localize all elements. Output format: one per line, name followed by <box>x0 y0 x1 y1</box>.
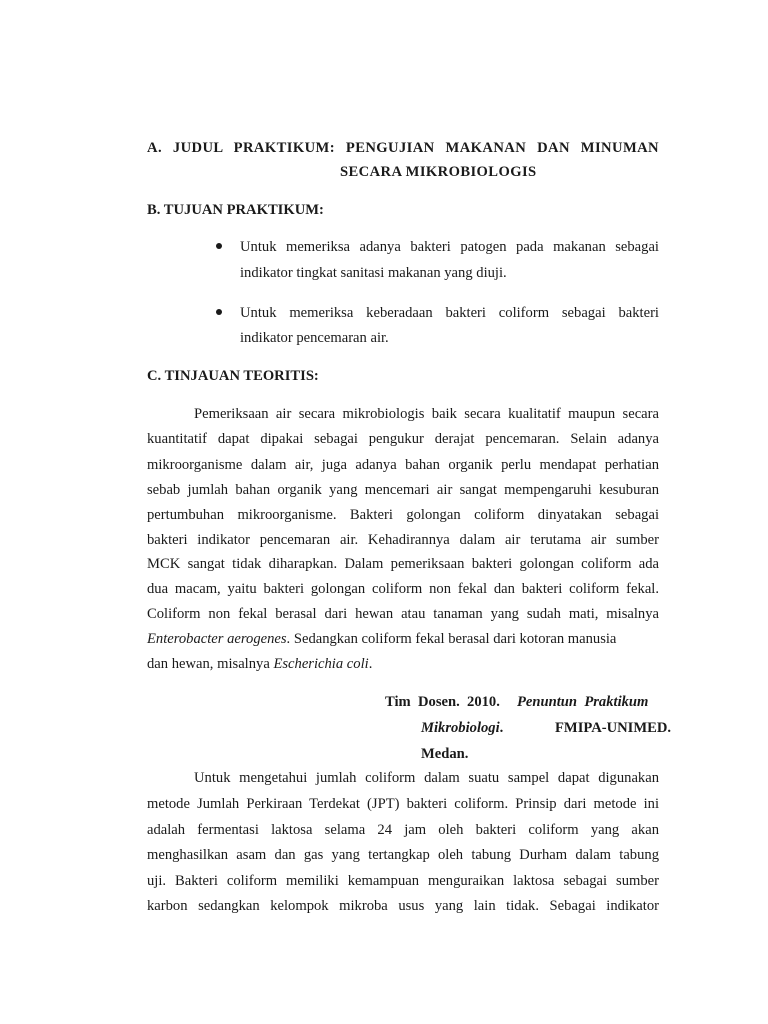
para1-line-11-end: . <box>368 656 373 672</box>
species-enterobacter: Enterobacter aerogenes <box>147 631 287 647</box>
para1-line-3: mikroorganisme dalam air, juga adanya bahan organik perlu mendapat perhatian <box>147 457 659 473</box>
citation-title-part2: Mikrobiologi <box>421 720 500 736</box>
citation-line2 <box>421 719 503 737</box>
para1-line-9: Coliform non fekal berasal dari hewan atau tanaman yang sudah mati, misalnya <box>147 606 659 622</box>
section-c-heading: C. TINJAUAN TEORITIS: <box>147 368 319 384</box>
bullet-1-dot <box>216 243 222 249</box>
citation-city: Medan. <box>421 746 469 762</box>
para1-line-11 <box>147 655 372 673</box>
bullet-1-line2: indikator tingkat sanitasi makanan yang diuji. <box>240 265 507 281</box>
para1-line-10-rest: . Sedangkan coliform fekal berasal dari kotoran manusia <box>286 631 617 647</box>
section-b-heading: B. TUJUAN PRAKTIKUM: <box>147 202 324 218</box>
para2-line-3: adalah fermentasi laktosa selama 24 jam oleh bakteri coliform yang akan <box>147 822 659 838</box>
citation-dot: . <box>499 720 504 736</box>
citation-publisher: FMIPA-UNIMED. <box>555 720 672 736</box>
para1-line-7: MCK sangat tidak diharapkan. Dalam pemeriksaan bakteri golongan coliform ada <box>147 556 659 572</box>
para2-line-4: menghasilkan asam dan gas yang tertangkap oleh tabung Durham dalam tabung <box>147 847 659 863</box>
para1-line-2: kuantitatif dapat dipakai sebagai pengukur derajat pencemaran. Selain adanya <box>147 431 659 447</box>
bullet-2-line1: Untuk memeriksa keberadaan bakteri coliform sebagai bakteri <box>240 305 659 321</box>
citation-title-part1: Penuntun Praktikum <box>517 694 649 710</box>
para1-line-10 <box>147 630 616 648</box>
bullet-1-line1: Untuk memeriksa adanya bakteri patogen pada makanan sebagai <box>240 239 659 255</box>
citation-author: Tim Dosen. 2010. <box>385 694 500 710</box>
para1-line-5: pertumbuhan mikroorganisme. Bakteri golongan coliform dinyatakan sebagai <box>147 507 659 523</box>
para1-line-4: sebab jumlah bahan organik yang mencemari air sangat mempengaruhi kesuburan <box>147 482 659 498</box>
bullet-2-line2: indikator pencemaran air. <box>240 330 389 346</box>
bullet-2-dot <box>216 309 222 315</box>
para1-line-1: Pemeriksaan air secara mikrobiologis baik secara kualitatif maupun secara <box>194 406 659 422</box>
species-escherichia: Escherichia coli <box>273 656 369 672</box>
para1-line-11-start: dan hewan, misalnya <box>147 656 274 672</box>
para2-line-5: uji. Bakteri coliform memiliki kemampuan menguraikan laktosa sebagai sumber <box>147 873 659 889</box>
para1-line-8: dua macam, yaitu bakteri golongan coliform non fekal dan bakteri coliform fekal. <box>147 581 659 597</box>
para2-line-1: Untuk mengetahui jumlah coliform dalam suatu sampel dapat digunakan <box>194 770 659 786</box>
para2-line-6: karbon sedangkan kelompok mikroba usus yang lain tidak. Sebagai indikator <box>147 898 659 914</box>
para2-line-2: metode Jumlah Perkiraan Terdekat (JPT) bakteri coliform. Prinsip dari metode ini <box>147 796 659 812</box>
section-a-heading-line2: SECARA MIKROBIOLOGIS <box>340 164 537 180</box>
para1-line-6: bakteri indikator pencemaran air. Kehadirannya dalam air terutama air sumber <box>147 532 659 548</box>
section-a-heading-line1: A. JUDUL PRAKTIKUM: PENGUJIAN MAKANAN DAN MINUMAN <box>147 140 659 156</box>
